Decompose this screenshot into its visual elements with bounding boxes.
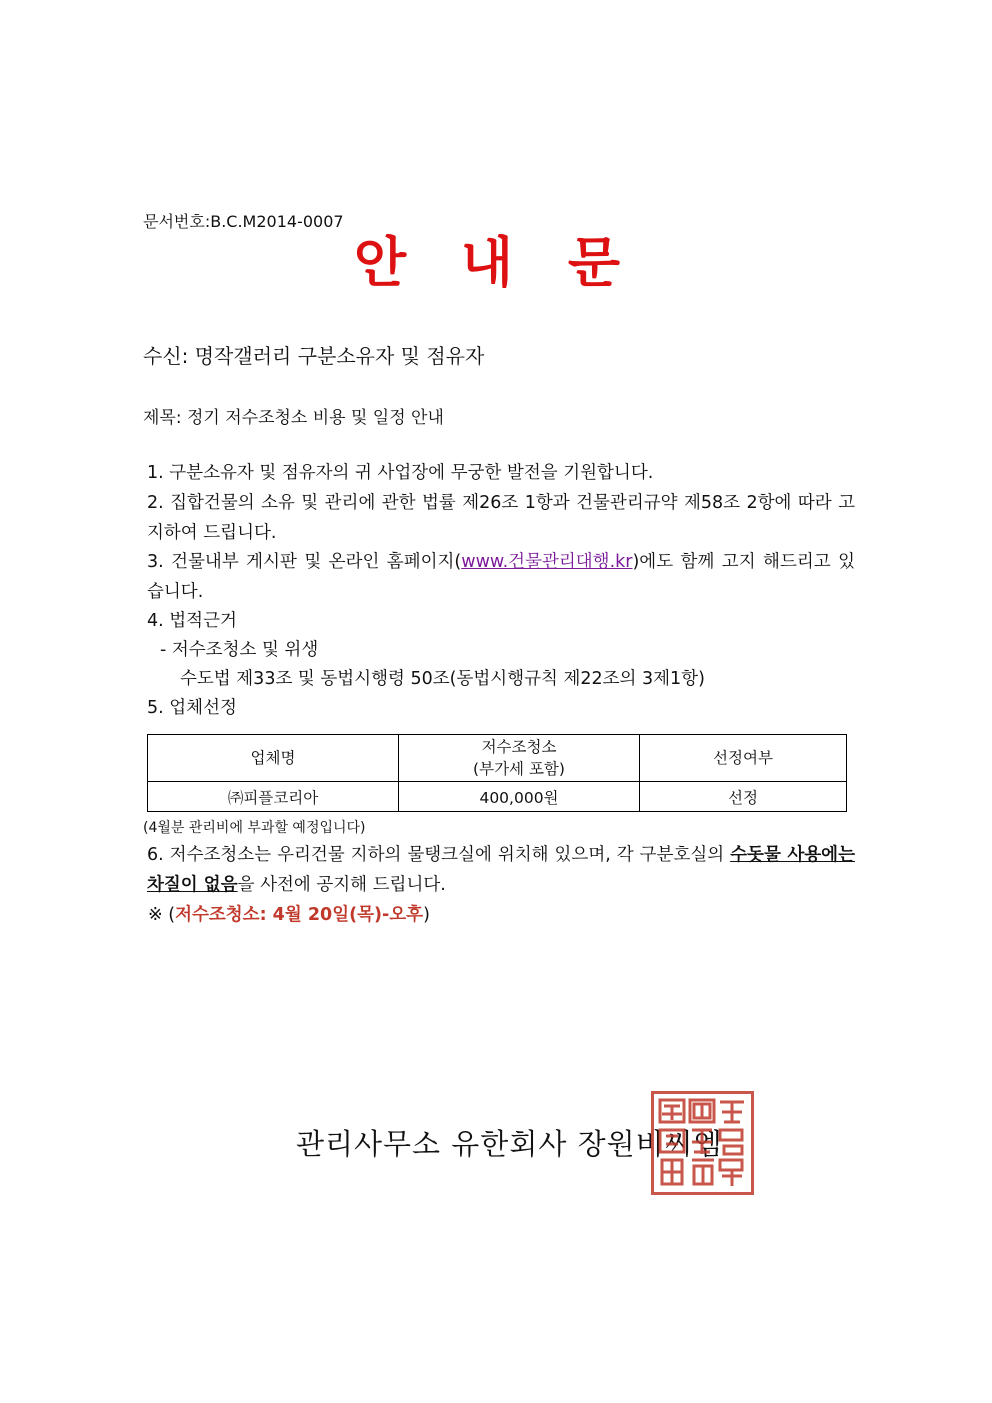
paragraph-6-text-start: 6. 저수조청소는 우리건물 지하의 물탱크실에 위치해 있으며, 각 구분호실의 [147,845,731,865]
paragraph-5: 5. 업체선정 [147,698,237,718]
legal-basis-item: - 저수조청소 및 위생 [160,640,319,660]
water-use-emphasis: 수돗물 사용에는 차질이 없음 [147,845,855,895]
issuer-name: 관리사무소 유한회사 장원비씨엠 [296,1127,723,1161]
recipient-line: 수신: 명작갤러리 구분소유자 및 점유자 [143,344,485,368]
remark-close: ) [423,905,430,925]
header-cost [399,735,640,782]
subject-line: 제목: 정기 저수조청소 비용 및 일정 안내 [143,408,444,428]
cell-vendor: ㈜피플코리아 [148,782,399,812]
schedule-remark [148,901,430,926]
vendor-table [147,734,847,812]
homepage-link[interactable]: www.건물관리대행.kr [461,552,633,572]
table-header-row [148,735,847,782]
paragraph-6 [143,841,855,900]
table-row [148,782,847,812]
remark-mark: ※ ( [148,905,176,925]
cell-cost: 400,000원 [399,782,640,812]
header-selection: 선정여부 [640,735,847,782]
paragraph-2: 2. 집합건물의 소유 및 관리에 관한 법률 제26조 1항과 건물관리규약 제58조 2항에 따라 고지하여 드립니다. [147,493,855,543]
paragraph-3-text-start: 3. 건물내부 게시판 및 온라인 홈페이지( [147,552,462,572]
header-vendor-name: 업체명 [148,735,399,782]
paragraph-4: 4. 법적근거 [147,611,237,631]
paragraph-1: 1. 구분소유자 및 점유자의 귀 사업장에 무궁한 발전을 기원합니다. [147,463,654,483]
paragraph-6-text-end: 을 사전에 공지해 드립니다. [237,874,446,895]
header-cost-label: 저수조청소 [481,738,557,756]
document-number: 문서번호:B.C.M2014-0007 [143,212,344,231]
seal-pattern-icon [654,1094,751,1192]
paragraph-3-text-end: )에도 함께 고지 해드리고 있습니다. [147,552,855,602]
header-cost-vat: (부가세 포함) [473,760,565,778]
cell-selection: 선정 [640,782,847,812]
company-seal-stamp [651,1091,754,1195]
document-title: 안 내 문 [353,231,639,294]
legal-basis-detail: 수도법 제33조 및 동법시행령 50조(동법시행규칙 제22조의 3제1항) [180,669,705,689]
paragraph-3 [143,548,855,607]
cleaning-date: 저수조청소: 4월 20일(목)-오후 [175,905,424,925]
billing-note: (4월분 관리비에 부과할 예정입니다) [143,820,366,836]
